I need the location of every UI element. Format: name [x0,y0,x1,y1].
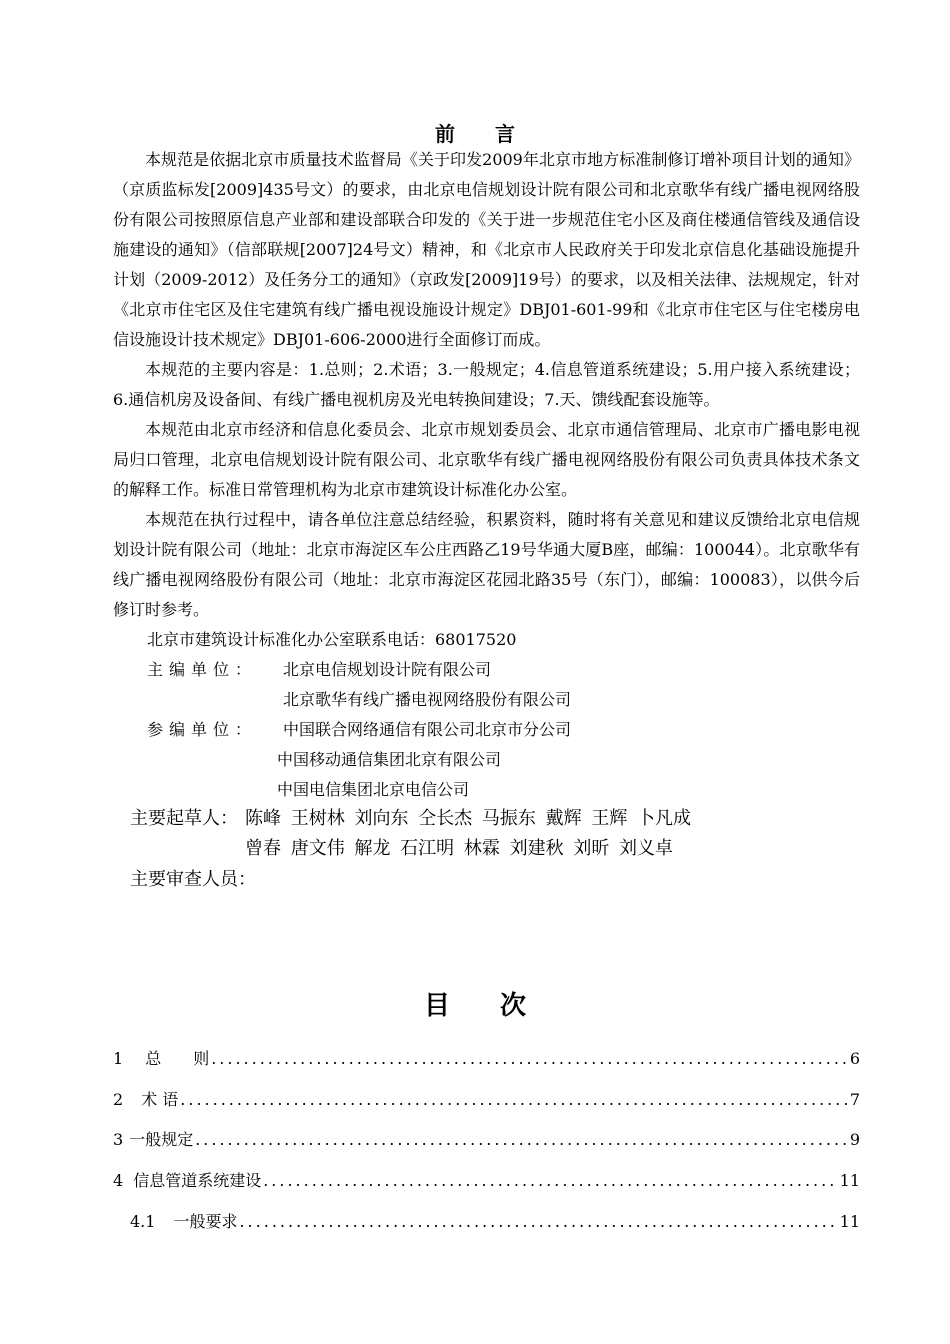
drafters-names-line-2: 曾春 唐文伟 解龙 石江明 林霖 刘建秋 刘昕 刘义卓 [245,838,674,859]
participating-unit: 中国联合网络通信有限公司北京市分公司 [283,720,572,739]
toc-entry-page: 11 [839,1212,860,1231]
toc-leader-dots [211,1046,848,1072]
preface-paragraph-2: 本规范的主要内容是：1.总则；2.术语；3.一般规定；4.信息管道系统建设；5.用户接入系统建设；6.通信机房及设备间、有线广播电视机房及光电转换间建设；7.天、馈线配套设施等。 [113,360,860,409]
toc-entry-title: 信息管道系统建设 [133,1171,262,1190]
toc-entry-page: 6 [849,1049,860,1068]
toc-entry-number: 2 [113,1090,124,1109]
toc-entry[interactable] [113,1168,860,1194]
toc-entry[interactable] [130,1209,860,1235]
chief-editor-label: 主编单位： [147,660,258,679]
toc-entry[interactable] [113,1087,860,1113]
toc-entry-number: 4.1 [130,1212,156,1231]
toc-entry[interactable] [113,1127,860,1153]
toc-leader-dots [195,1127,848,1153]
preface-paragraph-1: 本规范是依据北京市质量技术监督局《关于印发2009年北京市地方标准制修订增补项目计划的通知》（京质监标发[2009]435号文）的要求，由北京电信规划设计院有限公司和北京歌华有线广播电视网络股份有限公司按照原信息产业部和建设部联合印发的《关于进一步规范住宅小区及商住楼通信管线及通信设施建设的通知》（信部联规[2007]24号文）精神，和《北京市人民政府关于印发北京信息化基础设施提升计划（2009-2012）及任务分工的通知》（京政发[2009]19号）的要求，以及相关法律、法规规定，针对《北京市住宅区及住宅建筑有线广播电视设施设计规定》DBJ01-601-99和《北京市住宅区与住宅楼房电信设施设计技术规定》DBJ01-606-2000进行全面修订而成。 [113,150,860,349]
toc-leader-dots [239,1209,837,1235]
chief-editor-unit: 北京电信规划设计院有限公司 [283,660,492,679]
participating-unit: 中国移动通信集团北京有限公司 [277,750,502,769]
preface-title: 前言 [435,122,555,146]
toc-entry-page: 7 [849,1090,860,1109]
drafters-label: 主要起草人： [130,808,238,829]
toc-entry-title: 一般要求 [173,1212,238,1231]
participating-unit-label: 参编单位： [147,720,258,739]
toc-entry-title: 一般规定 [129,1130,194,1149]
toc-entry-number: 1 [113,1049,124,1068]
reviewers-label: 主要审查人员： [130,869,256,890]
toc-entry-page: 11 [839,1171,860,1190]
toc-entry-number: 4 [113,1171,124,1190]
chief-editor-unit: 北京歌华有线广播电视网络股份有限公司 [283,690,572,709]
drafters-names-line-1: 陈峰 王树林 刘向东 仝长杰 马振东 戴辉 王辉 卜凡成 [245,808,692,829]
toc-entry-page: 9 [849,1130,860,1149]
contact-phone-line: 北京市建筑设计标准化办公室联系电话：68017520 [147,630,517,649]
toc-entry-title: 术 语 [141,1090,179,1109]
toc-entry-title: 总 则 [145,1049,210,1068]
toc-entry[interactable] [113,1046,860,1072]
toc-title: 目次 [423,991,576,1021]
toc-leader-dots [263,1168,837,1194]
toc-leader-dots [180,1087,848,1113]
preface-paragraph-3: 本规范由北京市经济和信息化委员会、北京市规划委员会、北京市通信管理局、北京市广播电影电视局归口管理，北京电信规划设计院有限公司、北京歌华有线广播电视网络股份有限公司负责具体技术条文的解释工作。标准日常管理机构为北京市建筑设计标准化办公室。 [113,420,860,499]
participating-unit: 中国电信集团北京电信公司 [277,780,470,799]
toc-entry-number: 3 [113,1130,124,1149]
preface-paragraph-4: 本规范在执行过程中，请各单位注意总结经验，积累资料，随时将有关意见和建议反馈给北京电信规划设计院有限公司（地址：北京市海淀区车公庄西路乙19号华通大厦B座，邮编：100044）。北京歌华有线广播电视网络股份有限公司（地址：北京市海淀区花园北路35号（东门），邮编：100083），以供今后修订时参考。 [113,510,860,619]
